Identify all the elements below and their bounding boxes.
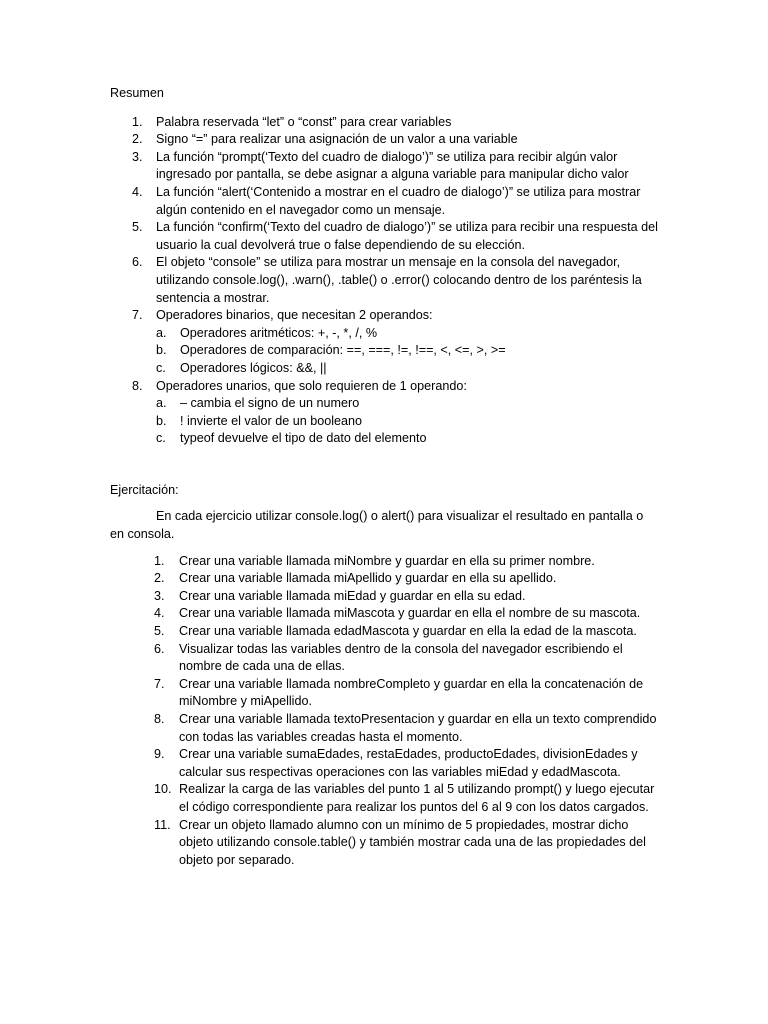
resumen-item-number: 5. bbox=[132, 220, 143, 235]
exercise-item bbox=[110, 676, 660, 711]
exercise-item-number: 9. bbox=[154, 747, 165, 762]
exercise-item bbox=[110, 605, 660, 623]
unary-operators-sublist bbox=[156, 395, 660, 448]
resumen-item bbox=[110, 307, 660, 377]
resumen-item-text: La función “alert(‘Contenido a mostrar en el cuadro de dialogo’)” se utiliza para mostrar algún contenido en el navegador como un mensaje. bbox=[156, 184, 641, 217]
exercise-item-text: Crear un objeto llamado alumno con un mínimo de 5 propiedades, mostrar dicho objeto utilizando console.table() y también mostrar cada una de las propiedades del objeto por separado. bbox=[179, 817, 646, 867]
resumen-subitem bbox=[110, 395, 660, 413]
resumen-item-text: La función “confirm(‘Texto del cuadro de dialogo’)” se utiliza para recibir una respuesta del usuario la cual devolverá true o false dependiendo de su elección. bbox=[156, 220, 658, 252]
exercise-item bbox=[110, 641, 660, 676]
exercise-item bbox=[110, 711, 660, 746]
resumen-subitem-letter: c. bbox=[156, 431, 166, 446]
exercise-item-text: Crear una variable llamada miNombre y guardar en ella su primer nombre. bbox=[179, 553, 595, 568]
resumen-subitem-letter: b. bbox=[156, 413, 167, 428]
exercise-item-text: Crear una variable sumaEdades, restaEdades, productoEdades, divisionEdades y calcular sus respectivas operaciones con las variables miEdad y edadMascota. bbox=[179, 747, 638, 779]
exercise-item bbox=[110, 553, 660, 571]
resumen-item bbox=[110, 184, 660, 219]
resumen-item-number: 7. bbox=[132, 308, 143, 323]
resumen-subitem-text: Operadores lógicos: &&, || bbox=[180, 360, 327, 375]
resumen-item-text: Operadores unarios, que solo requieren de 1 operando: bbox=[156, 378, 467, 393]
exercise-item-text: Crear una variable llamada miMascota y guardar en ella el nombre de su mascota. bbox=[179, 606, 641, 621]
resumen-list bbox=[110, 114, 660, 448]
ejercitacion-intro: En cada ejercicio utilizar console.log() o alert() para visualizar el resultado en pantalla o en consola. bbox=[110, 509, 644, 542]
resumen-item-text: Signo “=” para realizar una asignación de un valor a una variable bbox=[156, 132, 518, 147]
exercise-list bbox=[110, 553, 660, 870]
exercise-item-number: 1. bbox=[154, 553, 165, 568]
document-content bbox=[110, 85, 660, 869]
exercise-item bbox=[110, 781, 660, 816]
resumen-item-number: 1. bbox=[132, 114, 143, 129]
resumen-item bbox=[110, 219, 660, 254]
exercise-item-text: Crear una variable llamada edadMascota y guardar en ella la edad de la mascota. bbox=[179, 624, 637, 639]
exercise-item-number: 6. bbox=[154, 641, 165, 656]
exercise-item-number: 10. bbox=[154, 782, 172, 797]
exercise-item bbox=[110, 817, 660, 870]
exercise-item-text: Visualizar todas las variables dentro de la consola del navegador escribiendo el nombre de cada una de ellas. bbox=[179, 641, 623, 674]
resumen-subitem-text: ! invierte el valor de un booleano bbox=[180, 413, 363, 428]
resumen-item bbox=[110, 254, 660, 307]
exercise-item-number: 8. bbox=[154, 712, 165, 726]
exercise-item bbox=[110, 588, 660, 606]
resumen-item-number: 3. bbox=[132, 149, 143, 164]
resumen-item-number: 6. bbox=[132, 255, 143, 270]
resumen-subitem-letter: a. bbox=[156, 396, 167, 411]
resumen-subitem-text: – cambia el signo de un numero bbox=[180, 396, 360, 411]
resumen-heading: Resumen bbox=[110, 86, 164, 100]
exercise-item-text: Realizar la carga de las variables del punto 1 al 5 utilizando prompt() y luego ejecutar el código correspondiente para realizar los puntos del 6 al 9 con los datos cargados. bbox=[179, 782, 655, 814]
ejercitacion-heading: Ejercitación: bbox=[110, 482, 179, 497]
resumen-subitem-text: typeof devuelve el tipo de dato del elemento bbox=[180, 431, 427, 446]
resumen-item bbox=[110, 149, 660, 184]
resumen-subitem bbox=[110, 325, 660, 343]
resumen-item bbox=[110, 378, 660, 448]
resumen-item bbox=[110, 131, 660, 149]
exercise-item-text: Crear una variable llamada textoPresentacion y guardar en ella un texto comprendido con todas las variables creadas hasta el momento. bbox=[179, 712, 657, 744]
resumen-item-text: Operadores binarios, que necesitan 2 operandos: bbox=[156, 308, 433, 323]
exercise-item-text: Crear una variable llamada nombreCompleto y guardar en ella la concatenación de miNombre y miApellido. bbox=[179, 676, 644, 709]
resumen-subitem-text: Operadores de comparación: ==, ===, !=, !==, <, <=, >, >= bbox=[180, 343, 506, 358]
resumen-item bbox=[110, 114, 660, 132]
resumen-subitem-letter: a. bbox=[156, 325, 167, 340]
exercise-item-number: 11. bbox=[154, 817, 171, 832]
resumen-item-text: La función “prompt(‘Texto del cuadro de dialogo’)” se utiliza para recibir algún valor ingresado por pantalla, se debe asignar a alguna variable para manipular dicho valor bbox=[156, 149, 629, 182]
exercise-item-number: 2. bbox=[154, 571, 165, 586]
exercise-item bbox=[110, 623, 660, 641]
resumen-item-text: Palabra reservada “let” o “const” para crear variables bbox=[156, 114, 452, 129]
resumen-subitem bbox=[110, 342, 660, 360]
resumen-item-number: 2. bbox=[132, 132, 143, 147]
exercise-item-number: 7. bbox=[154, 676, 165, 691]
resumen-subitem bbox=[110, 360, 660, 378]
resumen-item-number: 4. bbox=[132, 184, 143, 199]
resumen-subitem-text: Operadores aritméticos: +, -, *, /, % bbox=[180, 325, 378, 340]
resumen-item-number: 8. bbox=[132, 378, 143, 393]
resumen-subitem bbox=[110, 413, 660, 431]
resumen-subitem bbox=[110, 430, 660, 448]
resumen-subitem-letter: c. bbox=[156, 360, 166, 375]
exercise-item-text: Crear una variable llamada miEdad y guardar en ella su edad. bbox=[179, 588, 526, 603]
binary-operators-sublist bbox=[156, 325, 660, 378]
resumen-item-text: El objeto “console” se utiliza para mostrar un mensaje en la consola del navegador, utilizando console.log(), .warn(), .table() o .error() colocando dentro de los paréntesis la sentencia a mostrar. bbox=[156, 255, 642, 305]
exercise-item-number: 4. bbox=[154, 606, 165, 621]
exercise-item bbox=[110, 570, 660, 588]
exercise-item-number: 5. bbox=[154, 624, 165, 639]
exercise-item-text: Crear una variable llamada miApellido y guardar en ella su apellido. bbox=[179, 571, 557, 586]
exercise-item bbox=[110, 746, 660, 781]
exercise-item-number: 3. bbox=[154, 588, 165, 603]
resumen-subitem-letter: b. bbox=[156, 343, 167, 358]
